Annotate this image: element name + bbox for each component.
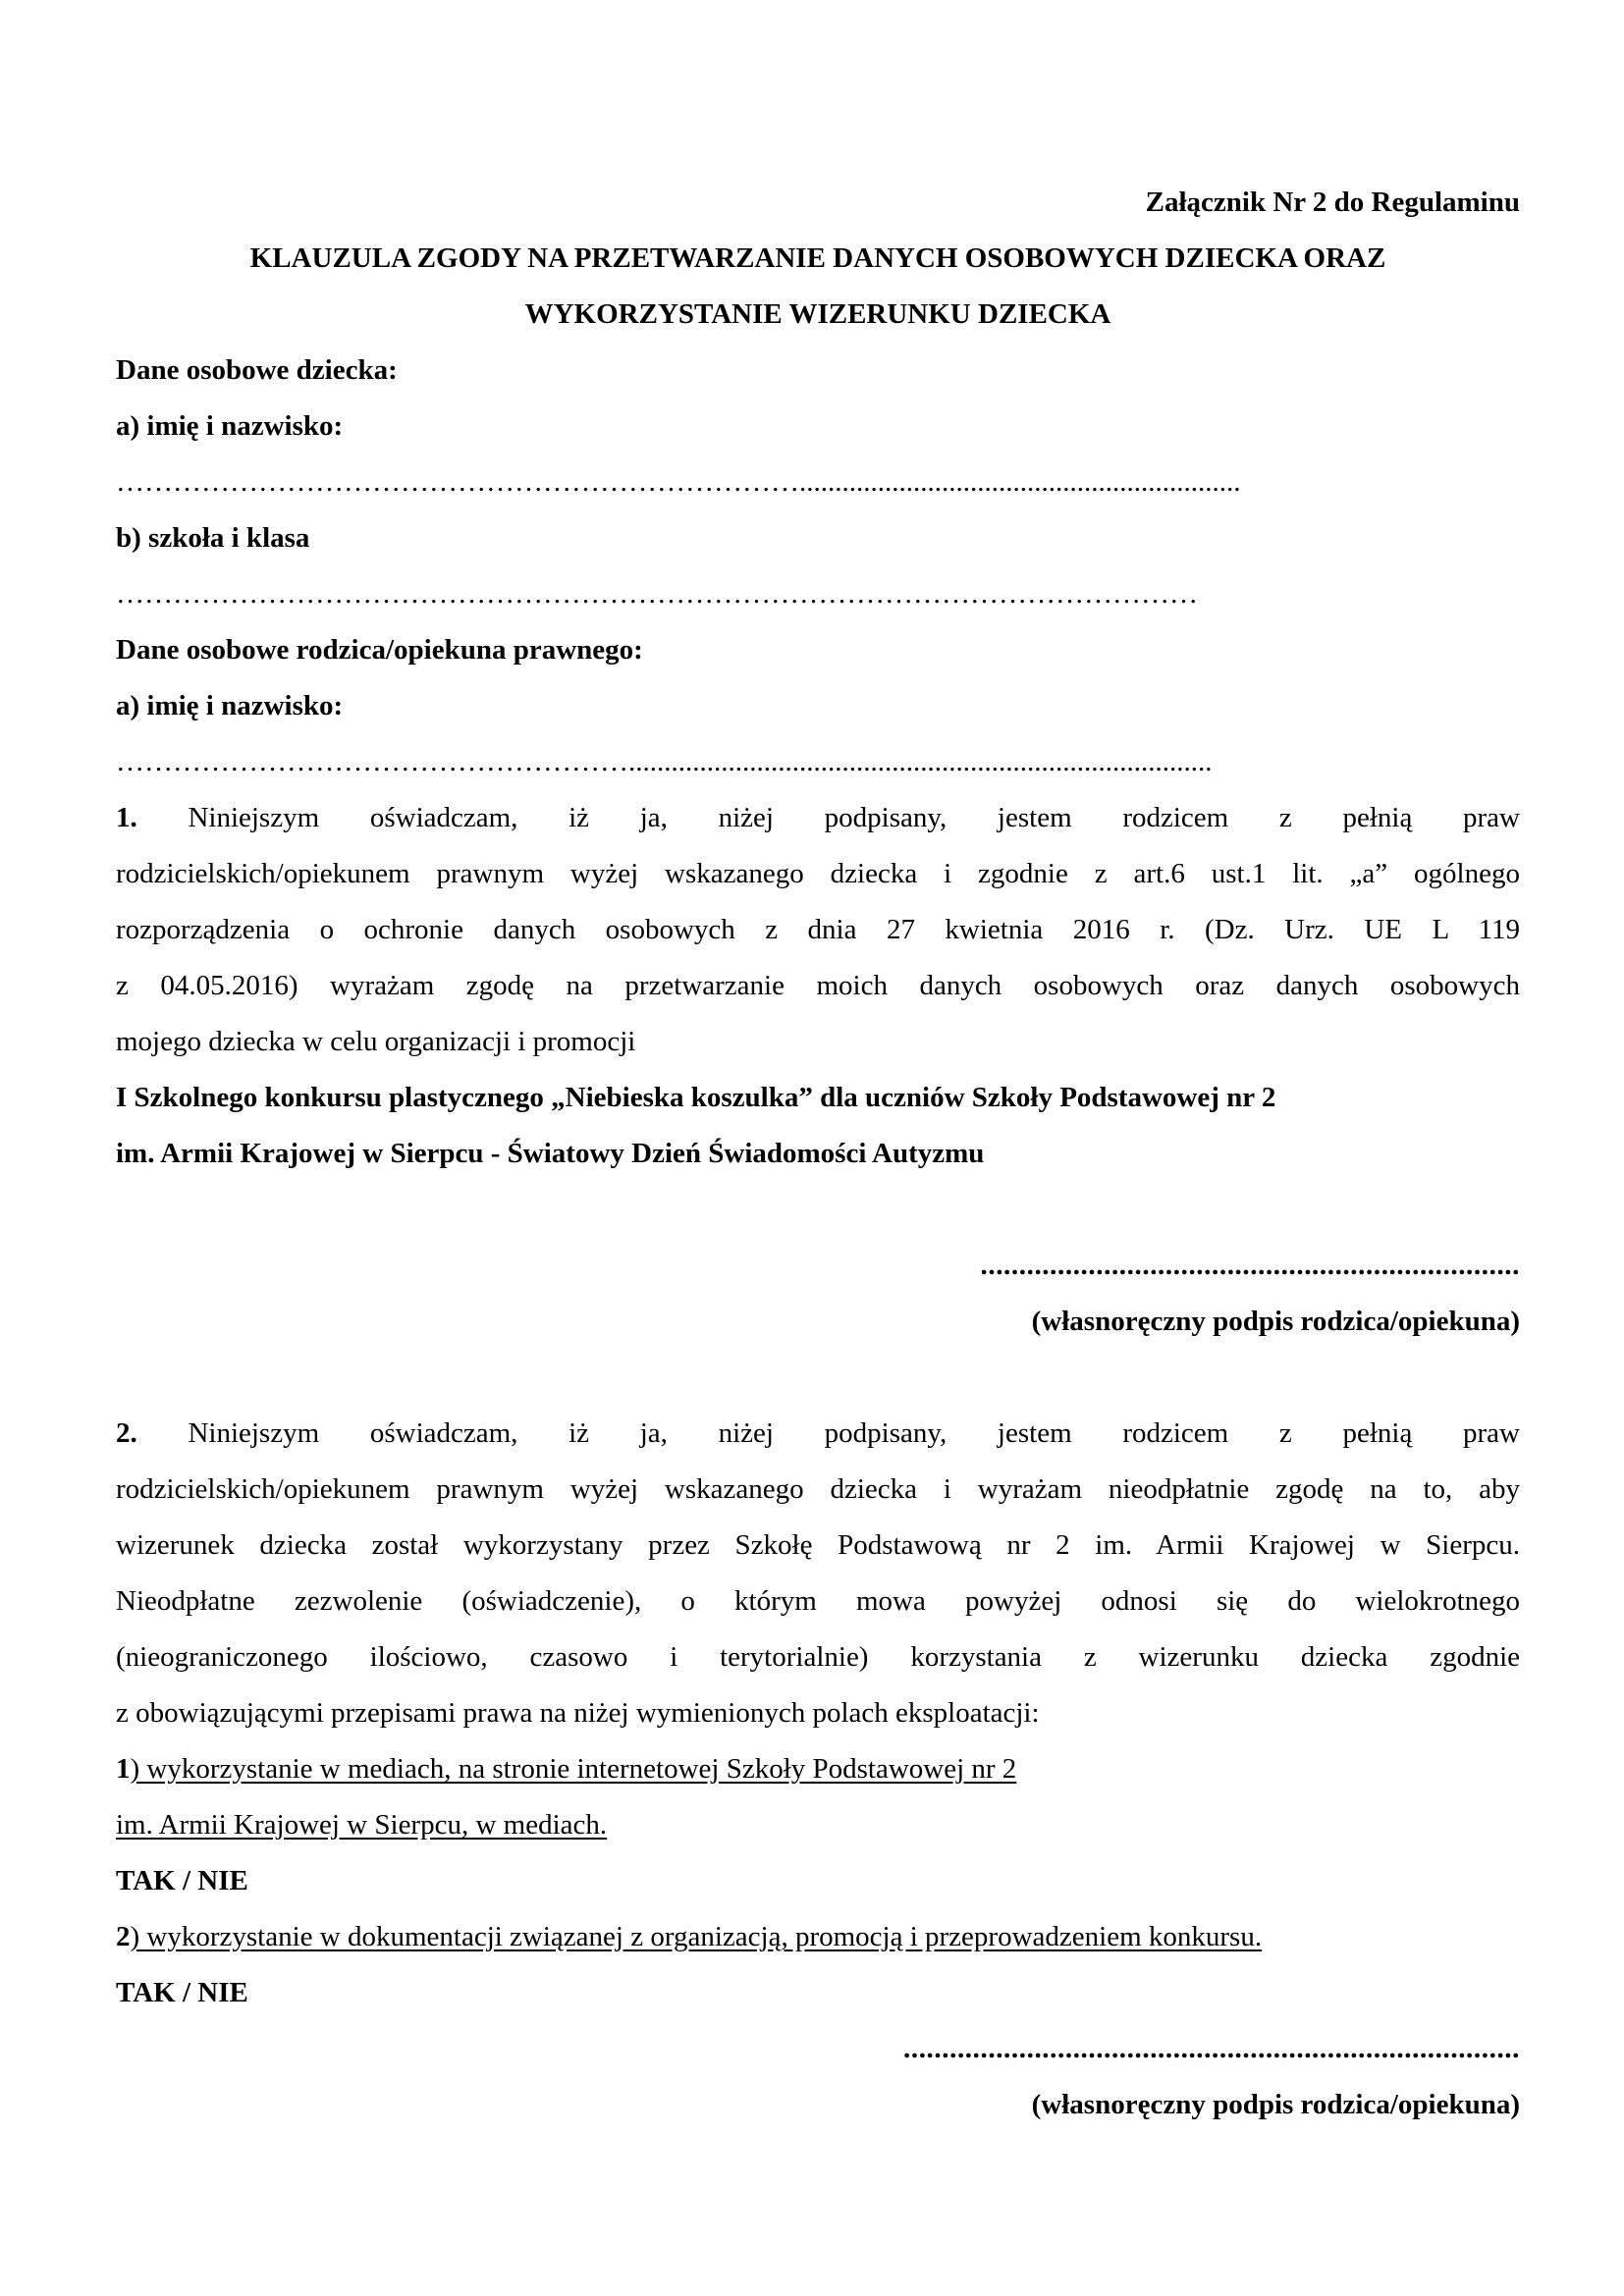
- child-name-label: a) imię i nazwisko:: [116, 410, 344, 442]
- consent-1-line: rodzicielskich/opiekunem prawnym wyżej wskazanego dziecka i zgodnie z art.6 ust.1 lit. „a” ogólnego: [116, 858, 1520, 889]
- child-data-heading: Dane osobowe dziecka:: [116, 354, 398, 386]
- signature-1-field[interactable]: ......................................................................: [980, 1250, 1520, 1281]
- contest-name-line-2: im. Armii Krajowej w Sierpcu - Światowy Dzień Świadomości Autyzmu: [116, 1138, 985, 1169]
- consent-1-line: mojego dziecka w celu organizacji i promocji: [116, 1026, 636, 1057]
- annex-label: Załącznik Nr 2 do Regulaminu: [1145, 187, 1520, 218]
- consent-2-line: Niniejszym oświadczam, iż ja, niżej podpisany, jestem rodzicem z pełnią praw: [136, 1417, 1520, 1449]
- signature-2-label: (własnoręczny podpis rodzica/opiekuna): [1031, 2089, 1520, 2120]
- usage-item-1: [116, 1741, 1520, 1797]
- usage-item-1-cont: [116, 1797, 1520, 1853]
- consent-2-line: (nieograniczonego ilościowo, czasowo i terytorialnie) korzystania z wizerunku dziecka zgodnie: [116, 1641, 1520, 1673]
- consent-2-line: Nieodpłatne zezwolenie (oświadczenie), o którym mowa powyżej odnosi się do wielokrotnego: [116, 1585, 1520, 1617]
- usage-item-1-choice[interactable]: TAK / NIE: [116, 1865, 248, 1896]
- document-title-line-1: KLAUZULA ZGODY NA PRZETWARZANIE DANYCH OSOBOWYCH DZIECKA ORAZ: [249, 242, 1386, 274]
- contest-name-line-1: I Szkolnego konkursu plastycznego „Niebieska koszulka” dla uczniów Szkoły Podstawowej nr 2: [116, 1082, 1276, 1113]
- document-title-line-2: WYKORZYSTANIE WIZERUNKU DZIECKA: [524, 298, 1111, 330]
- usage-item-1-text: ) wykorzystanie w mediach, na stronie internetowej Szkoły Podstawowej nr 2: [130, 1753, 1017, 1785]
- consent-2-line: rodzicielskich/opiekunem prawnym wyżej wskazanego dziecka i wyrażam nieodpłatnie zgodę na to, aby: [116, 1473, 1520, 1505]
- usage-item-2: [116, 1909, 1520, 1965]
- usage-item-1-text-cont: im. Armii Krajowej w Sierpcu, w mediach.: [116, 1809, 608, 1841]
- child-school-field[interactable]: ……………………………………………………………………………………………………: [116, 578, 1198, 610]
- consent-2-number: 2.: [116, 1417, 137, 1449]
- consent-1-paragraph: [116, 790, 1520, 1070]
- consent-2-paragraph: [116, 1406, 1520, 1741]
- parent-name-label: a) imię i nazwisko:: [116, 690, 344, 721]
- consent-2-line: z obowiązującymi przepisami prawa na niżej wymienionych polach eksploatacji:: [116, 1697, 1040, 1729]
- consent-1-number: 1.: [116, 802, 137, 833]
- consent-1-line: rozporządzenia o ochronie danych osobowych z dnia 27 kwietnia 2016 r. (Dz. Urz. UE L 119: [116, 914, 1520, 945]
- signature-2-field[interactable]: ................................................................................: [903, 2033, 1520, 2064]
- signature-1-label: (własnoręczny podpis rodzica/opiekuna): [1031, 1306, 1520, 1337]
- usage-item-2-number: 2: [116, 1921, 131, 1952]
- usage-item-2-choice[interactable]: TAK / NIE: [116, 1977, 248, 2008]
- usage-item-1-number: 1: [116, 1753, 131, 1785]
- parent-data-heading: Dane osobowe rodzica/opiekuna prawnego:: [116, 634, 643, 666]
- child-name-field[interactable]: ………………………………………………………………..............................................................: [116, 466, 1241, 498]
- consent-1-line: Niniejszym oświadczam, iż ja, niżej podpisany, jestem rodzicem z pełnią praw: [136, 802, 1520, 833]
- consent-2-line: wizerunek dziecka został wykorzystany przez Szkołę Podstawową nr 2 im. Armii Krajowej w Sierpcu.: [116, 1529, 1520, 1561]
- consent-form-page: [116, 175, 1520, 2133]
- consent-1-line: z 04.05.2016) wyrażam zgodę na przetwarzanie moich danych osobowych oraz danych osobowych: [116, 970, 1520, 1001]
- parent-name-field[interactable]: ………………………………………………..................................................................................: [116, 746, 1213, 777]
- child-school-label: b) szkoła i klasa: [116, 522, 310, 554]
- usage-item-2-text: ) wykorzystanie w dokumentacji związanej z organizacją, promocją i przeprowadzeniem konkursu.: [130, 1921, 1263, 1952]
